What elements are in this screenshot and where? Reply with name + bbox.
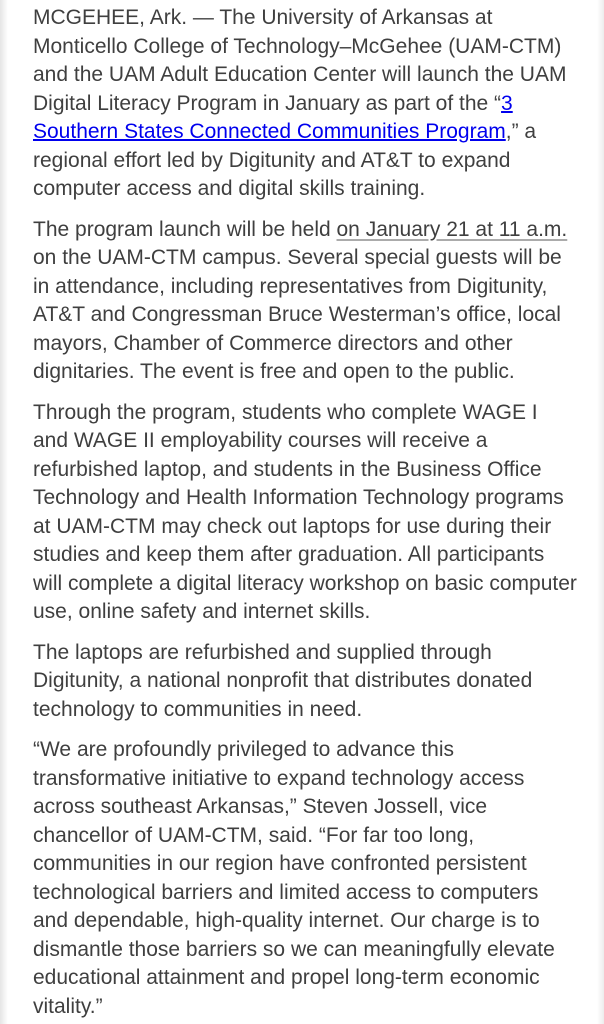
paragraph-text: Through the program, students who complete WAGE I and WAGE II employability courses will receive a refurbished laptop, and students in the Business Office Technology and Health Information Technology programs at UAM-CTM may check out laptops for use during their studies and keep them after graduation. All participants will complete a digital literacy workshop on basic computer use, online safety and internet skills. — [33, 400, 577, 623]
paragraph-intro — [33, 4, 578, 204]
paragraph-program-benefits — [33, 399, 578, 627]
paragraph-text: ,” a regional effort led by Digitunity and AT&T to expand computer access and digital skills training. — [33, 120, 537, 200]
paragraph-launch-details — [33, 216, 578, 387]
paragraph-text: on the UAM-CTM campus. Several special guests will be in attendance, including representatives from Digitunity, AT&T and Congressman Bruce Westerman’s office, local mayors, Chamber of Commerce directors and other dignitaries. The event is free and open to the public. — [33, 246, 562, 383]
paragraph-laptop-source — [33, 639, 578, 725]
paragraph-text: “We are profoundly privileged to advance this transformative initiative to expand technology access across southeast Arkansas,” Steven Jossell, vice chancellor of UAM-CTM, said. “For far too long, communities in our region have confronted persistent technological barriers and limited access to computers and dependable, high-quality internet. Our charge is to dismantle those barriers so we can meaningfully elevate educational attainment and propel long-term economic vitality.” — [33, 738, 555, 1018]
paragraph-text: MCGEHEE, Ark. — The University of Arkansas at Monticello College of Technology–McGehee (UAM-CTM) and the UAM Adult Education Center will launch the UAM Digital Literacy Program in January as part of the “ — [33, 6, 567, 115]
program-link[interactable]: 3 Southern States Connected Communities Program — [33, 91, 513, 143]
paragraph-text: The laptops are refurbished and supplied through Digitunity, a national nonprofit that distributes donated technology to communities in need. — [33, 640, 533, 721]
paragraph-quote — [33, 736, 578, 1021]
paragraph-text: The program launch will be held — [33, 217, 337, 241]
launch-date-detected-link[interactable]: on January 21 at 11 a.m. — [336, 217, 568, 241]
